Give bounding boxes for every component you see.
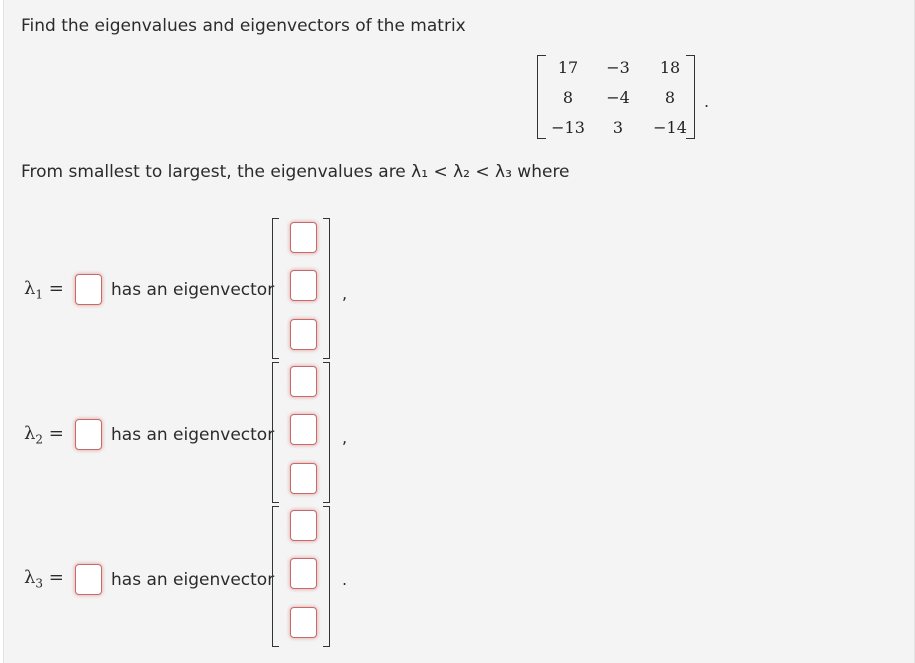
matrix-cell: −14	[653, 118, 687, 137]
eigenvector-2	[272, 362, 330, 503]
lambda-subscript: 2	[35, 432, 44, 447]
lambda-2-label	[24, 423, 64, 447]
lambda-subscript: 1	[35, 287, 44, 302]
matrix-cell: −13	[551, 118, 585, 137]
lambda-3-label	[24, 567, 64, 591]
eigenvalue-1-input[interactable]	[75, 274, 102, 305]
matrix-cell: −3	[606, 58, 630, 77]
matrix-cell: 8	[562, 88, 574, 107]
vector-right-bracket	[323, 506, 330, 647]
eigenvector-1-entry-1-input[interactable]	[290, 222, 317, 253]
question-intro: Find the eigenvalues and eigenvectors of the matrix	[21, 16, 466, 36]
matrix-cell: 17	[557, 58, 579, 77]
eigenvector-2-entry-2-input[interactable]	[290, 414, 317, 445]
eigenvector-1	[272, 218, 330, 359]
eigenvalue-2-input[interactable]	[75, 419, 102, 450]
eigenvector-3-entry-2-input[interactable]	[290, 558, 317, 589]
vector-left-bracket	[272, 362, 279, 503]
has-eigenvector-text: has an eigenvector	[111, 425, 275, 445]
eigenvector-1-entry-3-input[interactable]	[290, 319, 317, 350]
lambda-symbol: λ	[24, 567, 36, 588]
vector-left-bracket	[272, 506, 279, 647]
row-1-punct: ,	[342, 284, 348, 303]
lambda-symbol: λ	[24, 278, 36, 299]
eigenvalue-order-text: From smallest to largest, the eigenvalues are λ₁ < λ₂ < λ₃ where	[21, 162, 570, 182]
vector-right-bracket	[323, 362, 330, 503]
row-3-punct: .	[342, 570, 348, 589]
lambda-1-label	[24, 278, 64, 302]
matrix-period: .	[704, 92, 710, 111]
eigenvalue-3-input[interactable]	[75, 564, 102, 595]
eigenvector-2-entry-3-input[interactable]	[290, 463, 317, 494]
matrix-cell: 8	[664, 88, 676, 107]
vector-left-bracket	[272, 218, 279, 359]
eigenvector-3-entry-1-input[interactable]	[290, 510, 317, 541]
row-2-punct: ,	[342, 428, 348, 447]
lambda-subscript: 3	[35, 576, 44, 591]
has-eigenvector-text: has an eigenvector	[111, 570, 275, 590]
lambda-symbol: λ	[24, 423, 36, 444]
matrix-cell: 3	[612, 118, 624, 137]
eigenvector-1-entry-2-input[interactable]	[290, 270, 317, 301]
matrix	[537, 55, 695, 139]
question-panel	[3, 0, 915, 663]
equals-sign: =	[48, 423, 64, 444]
equals-sign: =	[48, 278, 64, 299]
vector-right-bracket	[323, 218, 330, 359]
eigenvector-2-entry-1-input[interactable]	[290, 366, 317, 397]
matrix-cell: −4	[606, 88, 630, 107]
eigenvector-3-entry-3-input[interactable]	[290, 607, 317, 638]
eigenvector-3	[272, 506, 330, 647]
has-eigenvector-text: has an eigenvector	[111, 280, 275, 300]
equals-sign: =	[48, 567, 64, 588]
matrix-cell: 18	[659, 58, 681, 77]
